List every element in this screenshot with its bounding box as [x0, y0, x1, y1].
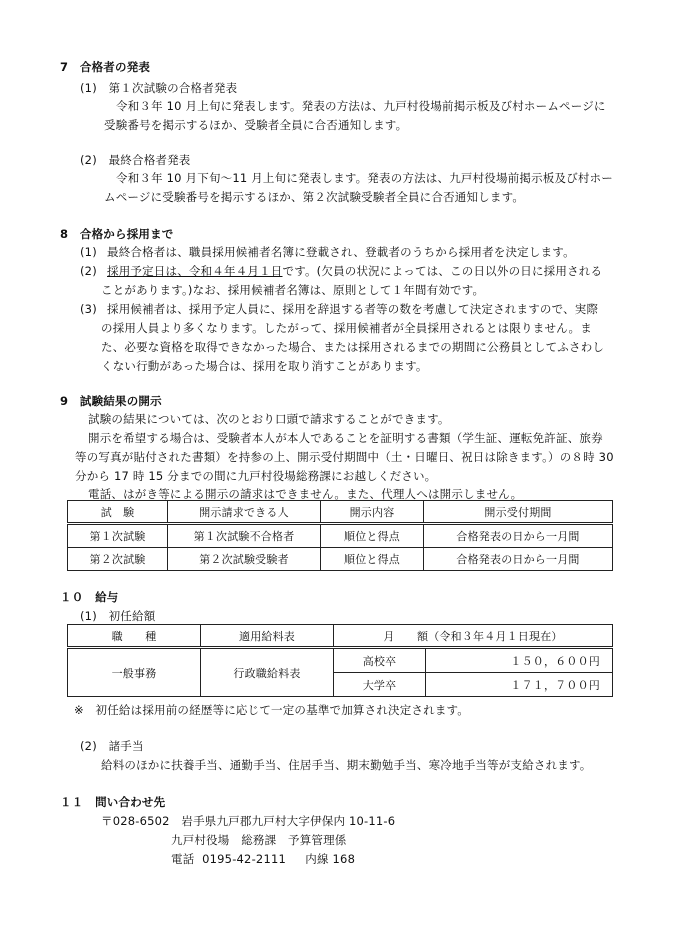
- hire-date-underlined: 採用予定日は、令和４年４月１日: [107, 264, 283, 278]
- section-8-item-2-line-2: ことがあります。)なお、採用候補者名簿は、原則として１年間有効です。: [101, 283, 485, 297]
- section-10-item-2-line-1: 給料のほかに扶養手当、通勤手当、住居手当、期末勤勉手当、寒冷地手当等が支給されます。: [101, 758, 592, 772]
- amount-cell: １７１，７００円: [426, 673, 613, 697]
- edu-cell: 高校卒: [334, 648, 426, 673]
- section-8-item-1-line-1: 最終合格者は、職員採用候補者名簿に登載され、登載者のうちから採用者を決定します。: [107, 245, 575, 259]
- table-row: [68, 524, 613, 548]
- section-8-item-1-num: (1): [80, 245, 97, 259]
- section-7-title: 7 合格者の発表: [60, 60, 151, 74]
- contact-office: 九戸村役場 総務課 予算管理係: [171, 833, 347, 847]
- table-row: [68, 548, 613, 571]
- edu-cell: 大学卒: [334, 673, 426, 697]
- section-8-title: 8 合格から採用まで: [60, 227, 174, 241]
- section-9-title: 9 試験結果の開示: [60, 394, 162, 408]
- section-9-line-2: 開示を希望する場合は、受験者本人が本人であることを証明する書類（学生証、運転免許証、旅券: [88, 431, 603, 445]
- section-11-title: １１ 問い合わせ先: [60, 795, 166, 809]
- section-9-line-5: 電話、はがき等による開示の請求はできません。また、代理人へは開示しません。: [88, 487, 523, 501]
- table-cell: 第２次試験: [68, 548, 168, 571]
- disclosure-table-header: [68, 501, 613, 524]
- section-8-item-3-line-3: た、必要な資格を取得できなかった場合、または採用されるまでの期間に公務員としてふさわし: [101, 340, 605, 354]
- section-7-item-1-line-2: 受験番号を掲示するほか、受験者全員に合否通知します。: [104, 118, 408, 132]
- section-7-item-1-line-1: 令和３年 10 月上旬に発表します。発表の方法は、九戸村役場前掲示板及び村ホームページに: [116, 99, 606, 113]
- amount-cell: １５０，６００円: [426, 648, 613, 673]
- section-10-item-2-label: (2) 諸手当: [80, 739, 144, 753]
- phone-label: 電話: [171, 852, 195, 866]
- section-8-item-3-line-1: 採用候補者は、採用予定人員に、採用を辞退する者等の数を考慮して決定されますので、実際: [107, 302, 599, 316]
- header-cell: 開示内容: [321, 501, 424, 524]
- salary-note: ※ 初任給は採用前の経歴等に応じて一定の基準で加算され決定されます。: [74, 703, 470, 717]
- phone-number: 0195-42-2111: [202, 852, 286, 866]
- table-cell: 合格発表の日から一月間: [424, 548, 613, 571]
- salary-table: [67, 624, 613, 697]
- section-9-line-3: 等の写真が貼付された書類）を持参の上、開示受付期間中（土・日曜日、祝日は除きます。）の８時 30: [75, 450, 614, 464]
- table-row: [68, 648, 613, 673]
- salary-table-header: [68, 625, 613, 648]
- table-cell: 第１次試験: [68, 524, 168, 548]
- section-8-item-2-line-1: [107, 263, 602, 279]
- hire-date-rest: です。(欠員の状況によっては、この日以外の日に採用される: [282, 264, 603, 278]
- disclosure-table: [67, 500, 613, 571]
- job-cell: 一般事務: [68, 648, 201, 697]
- header-cell: 試 験: [68, 501, 168, 524]
- section-10-item-1-label: (1) 初任給額: [80, 609, 156, 623]
- phone-extension: 内線 168: [305, 852, 356, 866]
- header-cell: 職 種: [68, 625, 201, 648]
- section-7-item-2-label: (2) 最終合格者発表: [80, 153, 191, 167]
- section-10-title: １０ 給与: [60, 590, 119, 604]
- table-cell: 第２次試験受験者: [168, 548, 321, 571]
- table-cell: 順位と得点: [321, 548, 424, 571]
- section-7-item-2-line-2: ムページに受験番号を掲示するほか、第２次試験受験者全員に合否通知します。: [104, 190, 525, 204]
- table-cell: 第１次試験不合格者: [168, 524, 321, 548]
- scale-cell: 行政職給料表: [201, 648, 334, 697]
- table-cell: 順位と得点: [321, 524, 424, 548]
- section-8-item-2-num: (2): [80, 264, 97, 278]
- section-8-item-3-line-4: くない行動があった場合は、採用を取り消すことがあります。: [101, 359, 428, 373]
- section-9-line-1: 試験の結果については、次のとおり口頭で請求することができます。: [88, 412, 450, 426]
- section-8-item-3-line-2: の採用人員より多くなります。したがって、採用候補者が全員採用されるとは限りません。ま: [101, 321, 592, 335]
- table-cell: 合格発表の日から一月間: [424, 524, 613, 548]
- section-7-item-2-line-1: 令和３年 10 月下旬～11 月上旬に発表します。発表の方法は、九戸村役場前掲示板及び村ホー: [116, 171, 614, 185]
- header-cell: 開示受付期間: [424, 501, 613, 524]
- header-cell: 開示請求できる人: [168, 501, 321, 524]
- section-8-item-3-num: (3): [80, 302, 97, 316]
- section-7-item-1-label: (1) 第１次試験の合格者発表: [80, 81, 238, 95]
- contact-address: 〒028-6502 岩手県九戸郡九戸村大字伊保内 10-11-6: [101, 814, 396, 828]
- contact-phone-line: [171, 851, 355, 867]
- section-9-line-4: 分から 17 時 15 分までの間に九戸村役場総務課にお越しください。: [75, 469, 437, 483]
- header-cell: 月 額（令和３年４月１日現在）: [334, 625, 613, 648]
- header-cell: 適用給料表: [201, 625, 334, 648]
